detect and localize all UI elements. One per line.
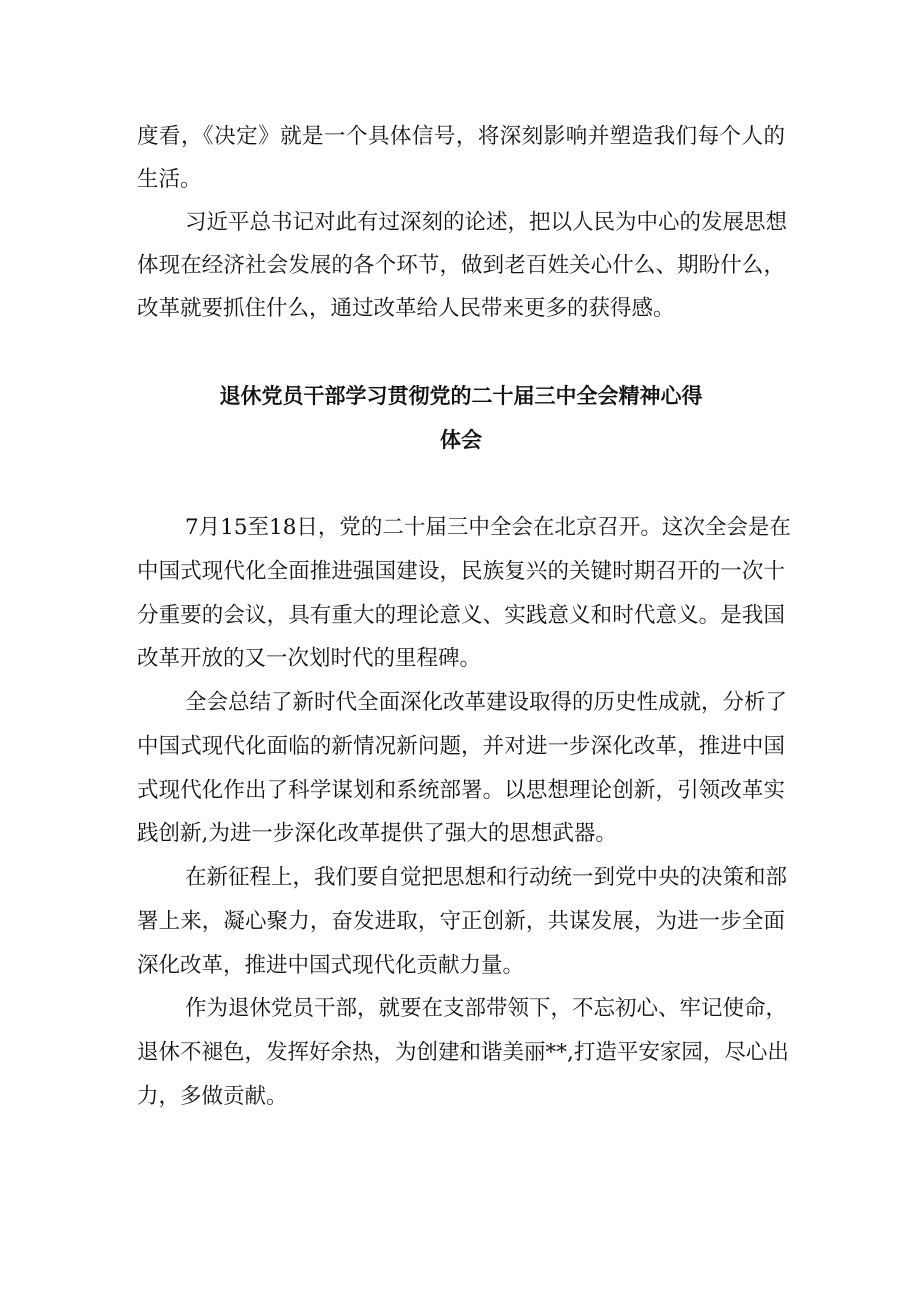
paragraph-line: 体现在经济社会发展的各个环节，做到老百姓关心什么、期盼什么， bbox=[137, 253, 785, 278]
paragraph-line: 式现代化作出了科学谋划和系统部署。以思想理论创新，引领改革实 bbox=[137, 777, 785, 803]
body-section bbox=[137, 506, 791, 1119]
paragraph-line: 习近平总书记对此有过深刻的论述，把以人民为中心的发展思想 bbox=[185, 210, 788, 235]
paragraph-line: 生活。 bbox=[137, 167, 202, 192]
title-line: 体会 bbox=[440, 428, 482, 452]
paragraph-line: 署上来，凝心聚力，奋发进取，守正创新，共谋发展，为进一步全面 bbox=[137, 908, 785, 934]
paragraph bbox=[137, 506, 791, 681]
paragraph-line: 改革开放的又一次划时代的里程碑。 bbox=[137, 646, 482, 672]
paragraph-continuation bbox=[137, 115, 785, 201]
paragraph-line: 全会总结了新时代全面深化改革建设取得的历史性成就，分析了 bbox=[185, 690, 788, 716]
paragraph bbox=[137, 681, 788, 856]
paragraph-line: 中国式现代化面临的新情况新问题，并对进一步深化改革，推进中国 bbox=[137, 733, 785, 759]
paragraph-line: 在新征程上，我们要自觉把思想和行动统一到党中央的决策和部 bbox=[185, 865, 788, 891]
paragraph-line: 中国式现代化全面推进强国建设，民族复兴的关键时期召开的一次十 bbox=[137, 558, 785, 584]
paragraph-line: 7月15至18日，党的二十届三中全会在北京召开。这次全会是在 bbox=[185, 515, 791, 540]
paragraph bbox=[137, 201, 788, 330]
paragraph-line: 退休不褪色，发挥好余热，为创建和谐美丽**,打造平安家园，尽心出 bbox=[137, 1040, 789, 1066]
document-title bbox=[137, 374, 785, 462]
paragraph-line: 改革就要抓住什么，通过改革给人民带来更多的获得感。 bbox=[137, 296, 675, 321]
paragraph bbox=[137, 987, 789, 1118]
paragraph-line: 力，多做贡献。 bbox=[137, 1083, 288, 1109]
paragraph bbox=[137, 856, 788, 987]
paragraph-line: 作为退休党员干部，就要在支部带领下，不忘初心、牢记使命， bbox=[185, 996, 788, 1022]
paragraph-line: 践创新,为进一步深化改革提供了强大的思想武器。 bbox=[137, 821, 617, 847]
paragraph-line: 分重要的会议，具有重大的理论意义、实践意义和时代意义。是我国 bbox=[137, 602, 785, 628]
paragraph-line: 深化改革，推进中国式现代化贡献力量。 bbox=[137, 952, 525, 978]
title-line: 退休党员干部学习贯彻党的二十届三中全会精神心得 bbox=[219, 384, 703, 408]
paragraph-line: 度看，《决定》就是一个具体信号，将深刻影响并塑造我们每个人的 bbox=[137, 124, 785, 149]
intro-section bbox=[137, 115, 788, 330]
